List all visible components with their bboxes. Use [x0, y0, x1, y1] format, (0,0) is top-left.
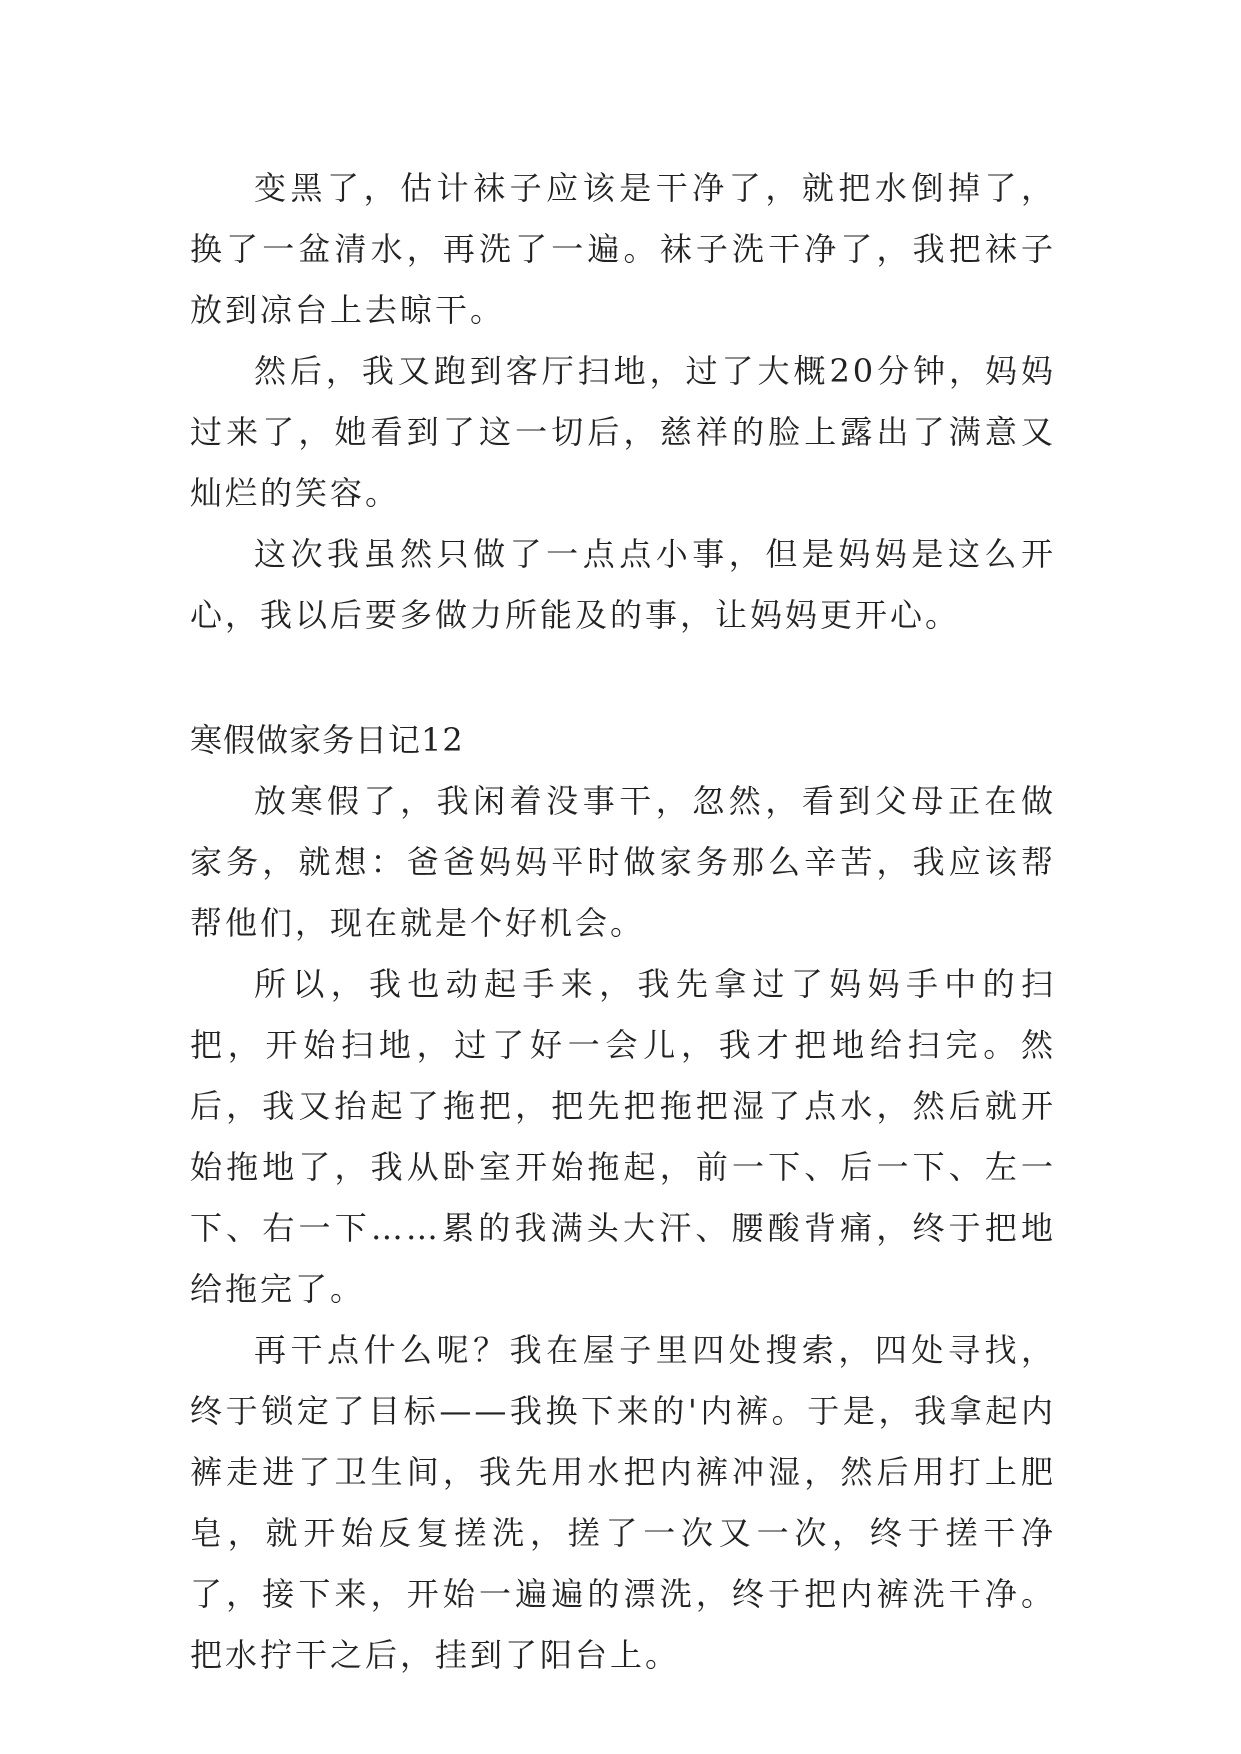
paragraph-sweep-living-room: 然后，我又跑到客厅扫地，过了大概20分钟，妈妈过来了，她看到了这一切后，慈祥的脸上露出了满意又灿烂的笑容。: [190, 352, 1056, 512]
paragraph-mom-happy: 这次我虽然只做了一点点小事，但是妈妈是这么开心，我以后要多做力所能及的事，让妈妈更开心。: [190, 535, 1056, 634]
paragraph-wash-underwear: 再干点什么呢？我在屋子里四处搜索，四处寻找，终于锁定了目标——我换下来的'内裤。于是，我拿起内裤走进了卫生间，我先用水把内裤冲湿，然后用打上肥皂，就开始反复搓洗，搓了一次又一次，终于搓干净了，接下来，开始一遍遍的漂洗，终于把内裤洗干净。把水拧干之后，挂到了阳台上。: [190, 1331, 1056, 1674]
paragraph-sweep-and-mop: 所以，我也动起手来，我先拿过了妈妈手中的扫把，开始扫地，过了好一会儿，我才把地给扫完。然后，我又抬起了拖把，把先把拖把湿了点水，然后就开始拖地了，我从卧室开始拖起，前一下、后一下、左一下、右一下……累的我满头大汗、腰酸背痛，终于把地给拖完了。: [190, 965, 1056, 1308]
paragraph-winter-break: 放寒假了，我闲着没事干，忽然，看到父母正在做家务，就想：爸爸妈妈平时做家务那么辛苦，我应该帮帮他们，现在就是个好机会。: [190, 782, 1056, 942]
document-body: [190, 158, 1056, 1686]
paragraph-socks-rinse: 变黑了，估计袜子应该是干净了，就把水倒掉了，换了一盆清水，再洗了一遍。袜子洗干净了，我把袜子放到凉台上去晾干。: [190, 169, 1056, 329]
section-title: 寒假做家务日记12: [190, 721, 464, 759]
